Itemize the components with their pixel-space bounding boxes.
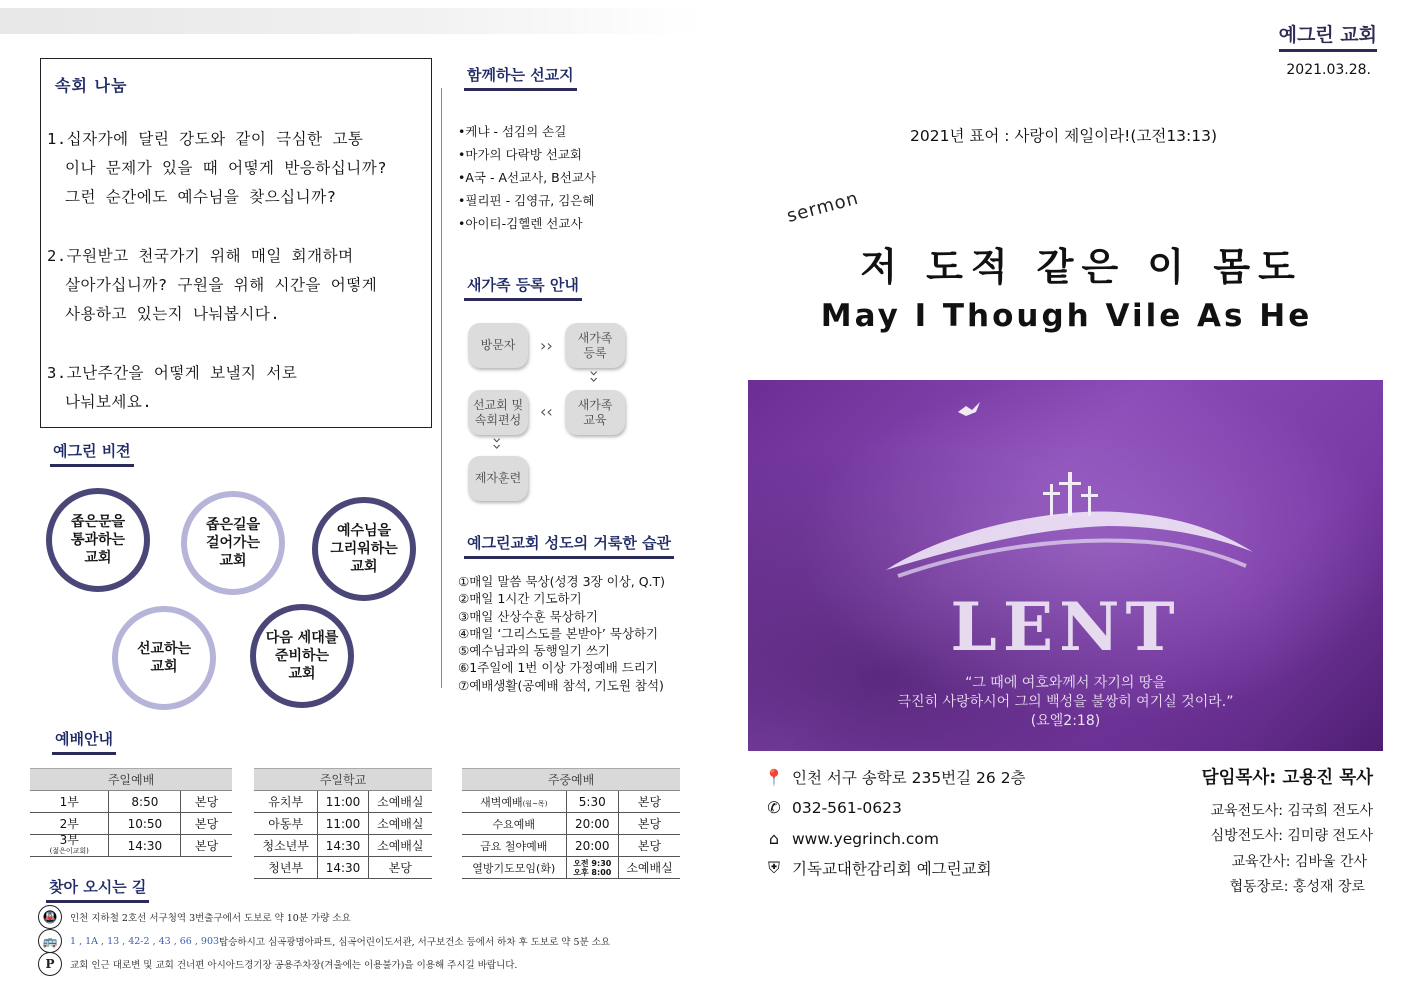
lent-quote: “그 때에 여호와께서 자기의 땅을 극진히 사랑하시어 그의 백성을 불쌍히 여기실 것이라.” (요엘2:18) bbox=[897, 675, 1234, 729]
table-row: 1부 8:50 본당 bbox=[30, 791, 232, 813]
table-row: 열방기도모임(화) 오전 9:30 오후 8:00 소예배실 bbox=[462, 857, 680, 879]
list-item: ⑦예배생활(공예배 참석, 기도원 참석) bbox=[458, 677, 664, 693]
shield-cross-icon: ⛨ bbox=[767, 858, 780, 877]
arrow-right-icon: ›› bbox=[540, 336, 553, 355]
step-visitor: 방문자 bbox=[468, 323, 528, 368]
dove-icon bbox=[958, 402, 980, 416]
sunday-school-header: 주일학교 bbox=[254, 769, 432, 791]
question-2: 2.구원받고 천국가기 위해 매일 회개하며 살아가십니까? 구원을 위해 시간을 어떻게 사용하고 있는지 나눠봅시다. bbox=[47, 247, 378, 323]
table-row: 아동부 11:00 소예배실 bbox=[254, 813, 432, 835]
missions-list bbox=[458, 120, 596, 235]
directions-parking: P 교회 인근 대로변 및 교회 건너편 아시아드경기장 공용주차장(겨울에는 이용불가)을 이용해 주시길 바랍니다. bbox=[38, 952, 517, 976]
list-item: ②매일 1시간 기도하기 bbox=[458, 591, 582, 607]
staff-line: 심방전도사: 김미량 전도사 bbox=[1210, 828, 1373, 844]
sunday-worship-header: 주일예배 bbox=[30, 769, 232, 791]
habits-list bbox=[458, 573, 665, 694]
table-row: 유치부 11:00 소예배실 bbox=[254, 791, 432, 813]
list-item: •필리핀 - 김영규, 김은혜 bbox=[458, 193, 595, 208]
missions-heading: 함께하는 선교지 bbox=[464, 64, 577, 91]
church-name: 예그린 교회 bbox=[1279, 20, 1377, 52]
lent-image bbox=[748, 380, 1383, 751]
step-placement: 선교회 및 속회편성 bbox=[468, 390, 528, 435]
sermon-tag: sermon bbox=[784, 187, 861, 227]
location-pin-icon: 📍 bbox=[764, 767, 784, 787]
small-group-title: 속회 나눔 bbox=[55, 76, 128, 95]
staff-line: 교육전도사: 김국희 전도사 bbox=[1210, 803, 1373, 819]
table-row: 청소년부 14:30 소예배실 bbox=[254, 835, 432, 857]
year-motto: 2021년 표어 : 사랑이 제일이라!(고전13:13) bbox=[910, 127, 1218, 145]
bus-icon: 🚌 bbox=[38, 929, 62, 953]
arrow-down-icon: ›› bbox=[584, 370, 604, 383]
directions-heading: 찾아 오시는 길 bbox=[46, 876, 149, 903]
column-divider bbox=[441, 88, 442, 688]
bulletin-date: 2021.03.28. bbox=[1286, 62, 1371, 78]
staff-line: 협동장로: 홍성재 장로 bbox=[1229, 879, 1365, 895]
top-fade-strip bbox=[0, 8, 700, 34]
sermon-title-ko: 저 도적 같은 이 몸도 bbox=[860, 245, 1303, 289]
arrow-down-icon: ›› bbox=[487, 437, 507, 450]
vision-heading: 예그린 비젼 bbox=[50, 440, 134, 467]
lent-word: LENT bbox=[950, 588, 1181, 666]
question-1: 1.십자가에 달린 강도와 같이 극심한 고통 이나 문제가 있을 때 어떻게 반응하십니까? 그런 순간에도 예수님을 찾으십니까? bbox=[47, 130, 388, 206]
worship-heading: 예배안내 bbox=[52, 728, 116, 755]
table-row: 3부 (젊은이교회) 14:30 본당 bbox=[30, 835, 232, 857]
table-row: 수요예배 20:00 본당 bbox=[462, 813, 680, 835]
parking-icon: P bbox=[38, 952, 62, 976]
phone-icon: ✆ bbox=[767, 798, 781, 817]
list-item: •A국 - A선교사, B선교사 bbox=[458, 170, 596, 185]
staff-line: 교육간사: 김바울 간사 bbox=[1231, 854, 1367, 870]
small-group-box bbox=[40, 58, 432, 428]
website-row: ⌂ www.yegrinch.com bbox=[764, 829, 939, 848]
list-item: ④매일 ‘그리스도를 본받아’ 묵상하기 bbox=[458, 625, 659, 641]
newcomer-heading: 새가족 등록 안내 bbox=[464, 274, 582, 301]
sunday-school-table bbox=[254, 768, 432, 879]
list-item: •케냐 - 섬김의 손길 bbox=[458, 124, 567, 139]
vision-circle-4: 선교하는 교회 bbox=[112, 606, 216, 710]
list-item: ①매일 말씀 묵상(성경 3장 이상, Q.T) bbox=[458, 574, 666, 589]
arrow-left-icon: ‹‹ bbox=[540, 402, 553, 421]
question-3: 3.고난주간을 어떻게 보낼지 서로 나눠보세요. bbox=[47, 364, 298, 411]
vision-circle-5: 다음 세대를 준비하는 교회 bbox=[250, 604, 354, 708]
home-icon: ⌂ bbox=[768, 829, 780, 848]
vision-circle-1: 좁은문을 통과하는 교회 bbox=[46, 488, 150, 592]
list-item: •마가의 다락방 선교회 bbox=[458, 147, 582, 162]
table-row: 2부 10:50 본당 bbox=[30, 813, 232, 835]
list-item: ③매일 산상수훈 묵상하기 bbox=[458, 608, 598, 624]
table-row: 청년부 14:30 본당 bbox=[254, 857, 432, 879]
step-discipleship: 제자훈련 bbox=[468, 456, 528, 501]
denomination-row: ⛨ 기독교대한감리회 예그린교회 bbox=[764, 857, 992, 879]
step-register: 새가족 등록 bbox=[565, 323, 625, 368]
phone-row: ✆ 032-561-0623 bbox=[764, 798, 902, 817]
senior-pastor: 담임목사: 고용진 목사 bbox=[1201, 768, 1373, 788]
list-item: •아이티-김헬렌 선교사 bbox=[458, 216, 583, 231]
vision-circle-2: 좁은길을 걸어가는 교회 bbox=[181, 491, 285, 595]
weekday-worship-header: 주중예배 bbox=[462, 769, 680, 791]
step-education: 새가족 교육 bbox=[565, 390, 625, 435]
table-row: 금요 철야예배 20:00 본당 bbox=[462, 835, 680, 857]
vision-circle-3: 예수님을 그리워하는 교회 bbox=[312, 497, 416, 601]
list-item: ⑥1주일에 1번 이상 가정예배 드리기 bbox=[458, 660, 658, 676]
weekday-worship-table bbox=[462, 768, 680, 879]
list-item: ⑤예수님과의 동행일기 쓰기 bbox=[458, 643, 610, 659]
directions-subway: 🚇 인천 지하철 2호선 서구청역 3번출구에서 도보로 약 10분 가량 소요 bbox=[38, 905, 351, 929]
subway-icon: 🚇 bbox=[38, 905, 62, 929]
sunday-worship-table bbox=[30, 768, 232, 857]
sermon-title-en: May I Though Vile As He bbox=[820, 298, 1313, 334]
address-row: 📍 인천 서구 송학로 235번길 26 2층 bbox=[764, 767, 1026, 787]
directions-bus: 🚌 1 , 1A , 13 , 42-2 , 43 , 66 , 903 탑승하시고 심곡광명아파트, 심곡어린이도서관, 서구보건소 등에서 하차 후 도보로 약 5분 소요 bbox=[38, 929, 610, 953]
habits-heading: 예그린교회 성도의 거룩한 습관 bbox=[464, 532, 674, 559]
table-row: 새벽예배(월~목) 5:30 본당 bbox=[462, 791, 680, 813]
three-crosses-icon bbox=[1043, 472, 1098, 516]
